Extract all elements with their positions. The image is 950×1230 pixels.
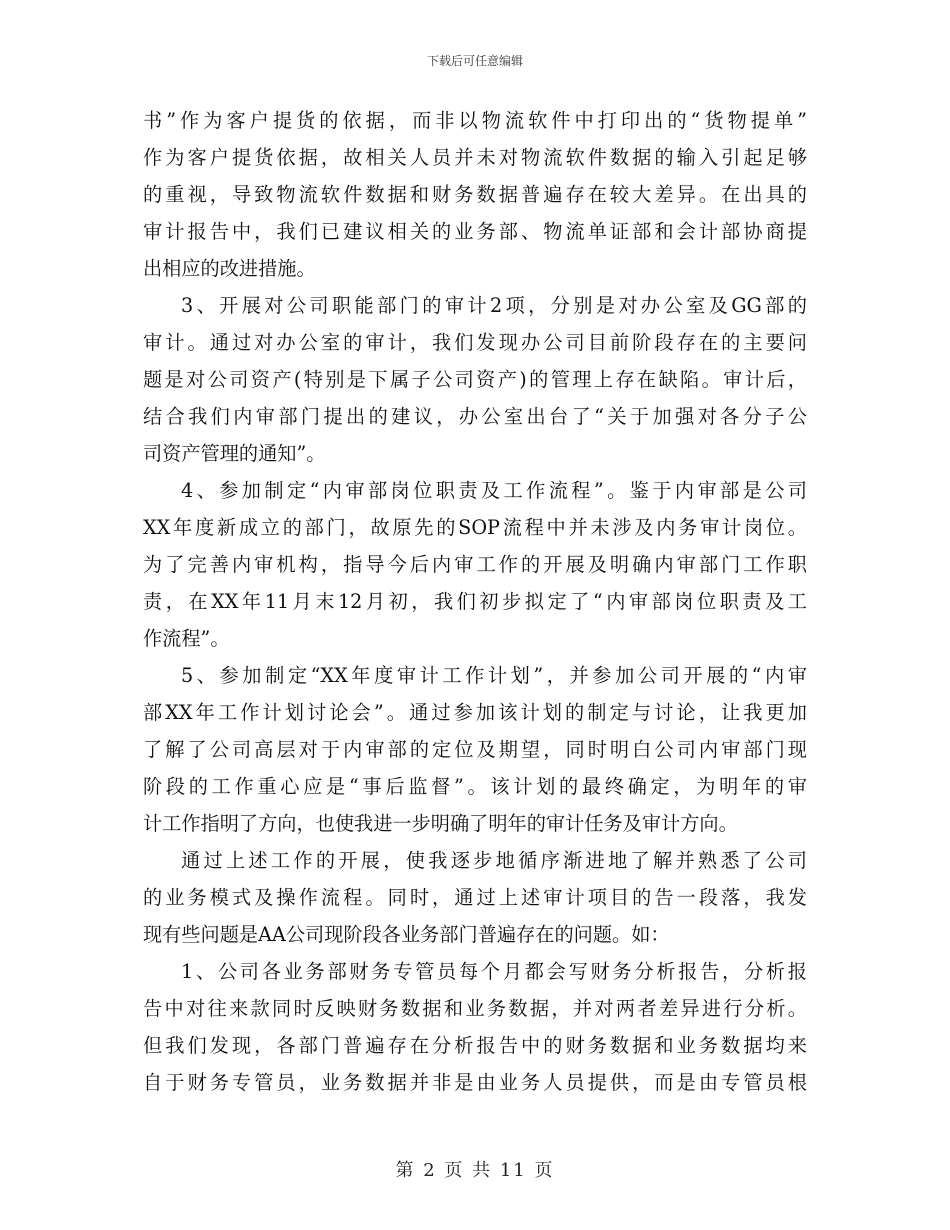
text-line: 通过上述工作的开展，使我逐步地循序渐进地了解并熟悉了公司: [181, 849, 807, 872]
text-line: 但我们发现，各部门普遍存在分析报告中的财务数据和业务数据均来: [143, 1034, 807, 1057]
document-body: [143, 102, 807, 1101]
page-number-footer: 第 2 页 共 11 页: [395, 1160, 555, 1181]
text-line: 作流程”。: [143, 627, 230, 650]
text-line: 作为客户提货依据，故相关人员并未对物流软件数据的输入引起足够: [143, 146, 807, 169]
text-line: 告中对往来款同时反映财务数据和业务数据，并对两者差异进行分析。: [143, 997, 807, 1020]
text-line: 了解了公司高层对于内审部的定位及期望，同时明白公司内审部门现: [143, 738, 807, 761]
text-line: XX年度新成立的部门，故原先的SOP流程中并未涉及内务审计岗位。: [143, 516, 807, 539]
text-line: 审计。通过对办公室的审计，我们发现办公司目前阶段存在的主要问: [143, 331, 807, 354]
text-line: 计工作指明了方向，也使我进一步明确了明年的审计任务及审计方向。: [143, 812, 738, 835]
page-header: 下载后可任意编辑: [426, 54, 523, 68]
text-line: 阶段的工作重心应是“事后监督”。该计划的最终确定，为明年的审: [143, 775, 807, 798]
text-line: 1、公司各业务部财务专管员每个月都会写财务分析报告，分析报: [181, 960, 807, 983]
text-line: 责，在XX年11月末12月初，我们初步拟定了“内审部岗位职责及工: [143, 590, 807, 613]
text-line: 现有些问题是AA公司现阶段各业务部门普遍存在的问题。如：: [143, 923, 670, 946]
text-line: 为了完善内审机构，指导今后内审工作的开展及明确内审部门工作职: [143, 553, 807, 576]
text-line: 结合我们内审部门提出的建议，办公室出台了“关于加强对各分子公: [143, 405, 807, 428]
text-line: 审计报告中，我们已建议相关的业务部、物流单证部和会计部协商提: [143, 220, 807, 243]
text-line: 书”作为客户提货的依据，而非以物流软件中打印出的“货物提单”: [143, 109, 807, 132]
text-line: 的重视，导致物流软件数据和财务数据普遍存在较大差异。在出具的: [143, 183, 807, 206]
text-line: 3、开展对公司职能部门的审计2项，分别是对办公室及GG部的: [181, 294, 807, 317]
text-line: 部XX年工作计划讨论会”。通过参加该计划的制定与讨论，让我更加: [143, 701, 807, 724]
text-line: 题是对公司资产(特别是下属子公司资产)的管理上存在缺陷。审计后，: [143, 368, 807, 391]
text-line: 4、参加制定“内审部岗位职责及工作流程”。鉴于内审部是公司: [181, 479, 807, 502]
text-line: 出相应的改进措施。: [143, 257, 316, 280]
text-line: 自于财务专管员，业务数据并非是由业务人员提供，而是由专管员根: [143, 1071, 807, 1094]
text-line: 司资产管理的通知”。: [143, 442, 326, 465]
text-line: 5、参加制定“XX年度审计工作计划”，并参加公司开展的“内审: [181, 664, 807, 687]
text-line: 的业务模式及操作流程。同时，通过上述审计项目的告一段落，我发: [143, 886, 807, 909]
